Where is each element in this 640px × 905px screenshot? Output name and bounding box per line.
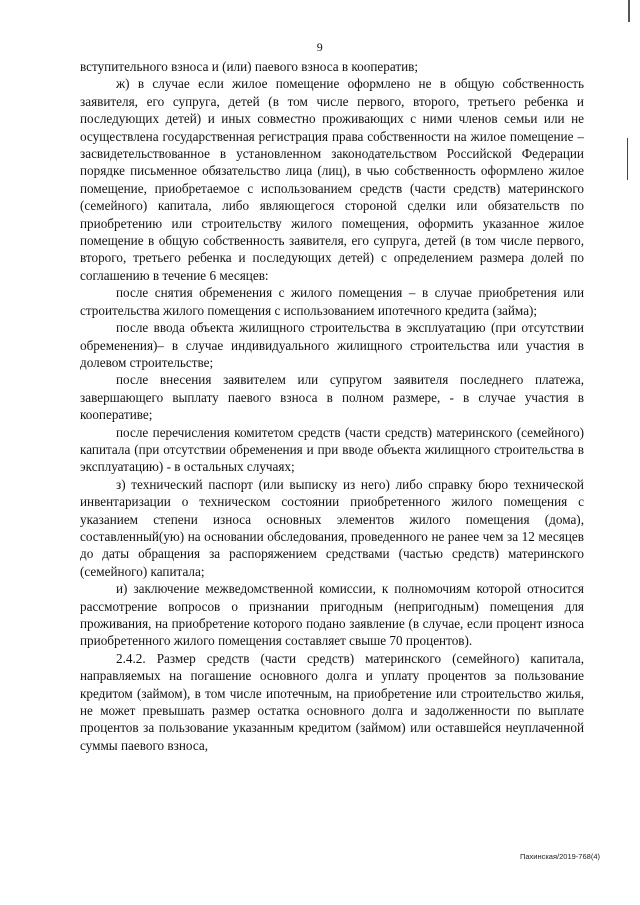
scan-margin-mark: [627, 138, 629, 180]
paragraph-subitem-mortgage: после снятия обременения с жилого помещения – в случае приобретения или строительства жилого помещения с использованием ипотечного кредита (займа);: [80, 285, 584, 318]
paragraph-item-zh: ж) в случае если жилое помещение оформлено не в общую собственность заявителя, его супруга, детей (в том числе первого, второго, третьего ребенка и последующих детей) и иных совместно проживающих с ними членов семьи или не осуществлена государственная регистрация права собственности на жилое помещение – засвидетельствованное в установленном законодательством Российской Федерации порядке письменное обязательство лица (лиц), в чью собственность оформлено жилое помещение, приобретаемое с использованием средств (части средств) материнского (семейного) капитала, либо являющегося стороной сделки или обязательств по приобретению или строительству жилого помещения, оформить указанное жилое помещение в общую собственность заявителя, его супруга, детей (в том числе первого, второго, третьего ребенка и последующих детей) с определением размера долей по соглашению в течение 6 месяцев:: [80, 76, 584, 283]
paragraph-continuation: вступительного взноса и (или) паевого взноса в кооператив;: [80, 59, 419, 74]
paragraph-section-2-4-2: 2.4.2. Размер средств (части средств) материнского (семейного) капитала, направляемых на погашение основного долга и уплату процентов за пользование кредитом (займом), в том числе ипотечным, на приобретение или строительство жилья, не может превышать размер остатка основного долга и задолженности по выплате процентов за пользование указанным кредитом (займом) или оставшейся неуплаченной суммы паевого взноса,: [80, 650, 584, 753]
paragraph-subitem-construction: после ввода объекта жилищного строительства в эксплуатацию (при отсутствии обременения)– в случае индивидуального жилищного строительства или участия в долевом строительстве;: [80, 320, 584, 370]
paragraph-item-z: з) технический паспорт (или выписку из него) либо справку бюро технической инвентаризации о техническом состоянии приобретенного жилого помещения с указанием степени износа основных элементов жилого помещения (дома), составленный(ую) на основании обследования, проведенного не ранее чем за 12 месяцев до даты обращения за распоряжением средствами (частью средств) материнского (семейного) капитала;: [80, 476, 584, 579]
document-body: [80, 58, 584, 754]
document-footer-code: Пахинская/2019-768(4): [519, 852, 600, 861]
page-number: 9: [316, 40, 324, 54]
scan-edge-mark: [628, 0, 630, 22]
paragraph-subitem-cooperative: после внесения заявителем или супругом заявителя последнего платежа, завершающего выплату паевого взноса в полном размере, - в случае участия в кооперативе;: [80, 372, 584, 423]
paragraph-item-i: и) заключение межведомственной комиссии, к полномочиям которой относится рассмотрение вопросов о признании пригодным (непригодным) помещения для проживания, на приобретение которого подано заявление (в случае, если процент износа приобретенного жилого помещения составляет свыше 70 процентов).: [80, 581, 584, 649]
paragraph-subitem-other: после перечисления комитетом средств (части средств) материнского (семейного) капитала (при отсутствии обременения и при вводе объекта жилищного строительства в эксплуатацию) - в остальных случаях;: [80, 424, 584, 475]
